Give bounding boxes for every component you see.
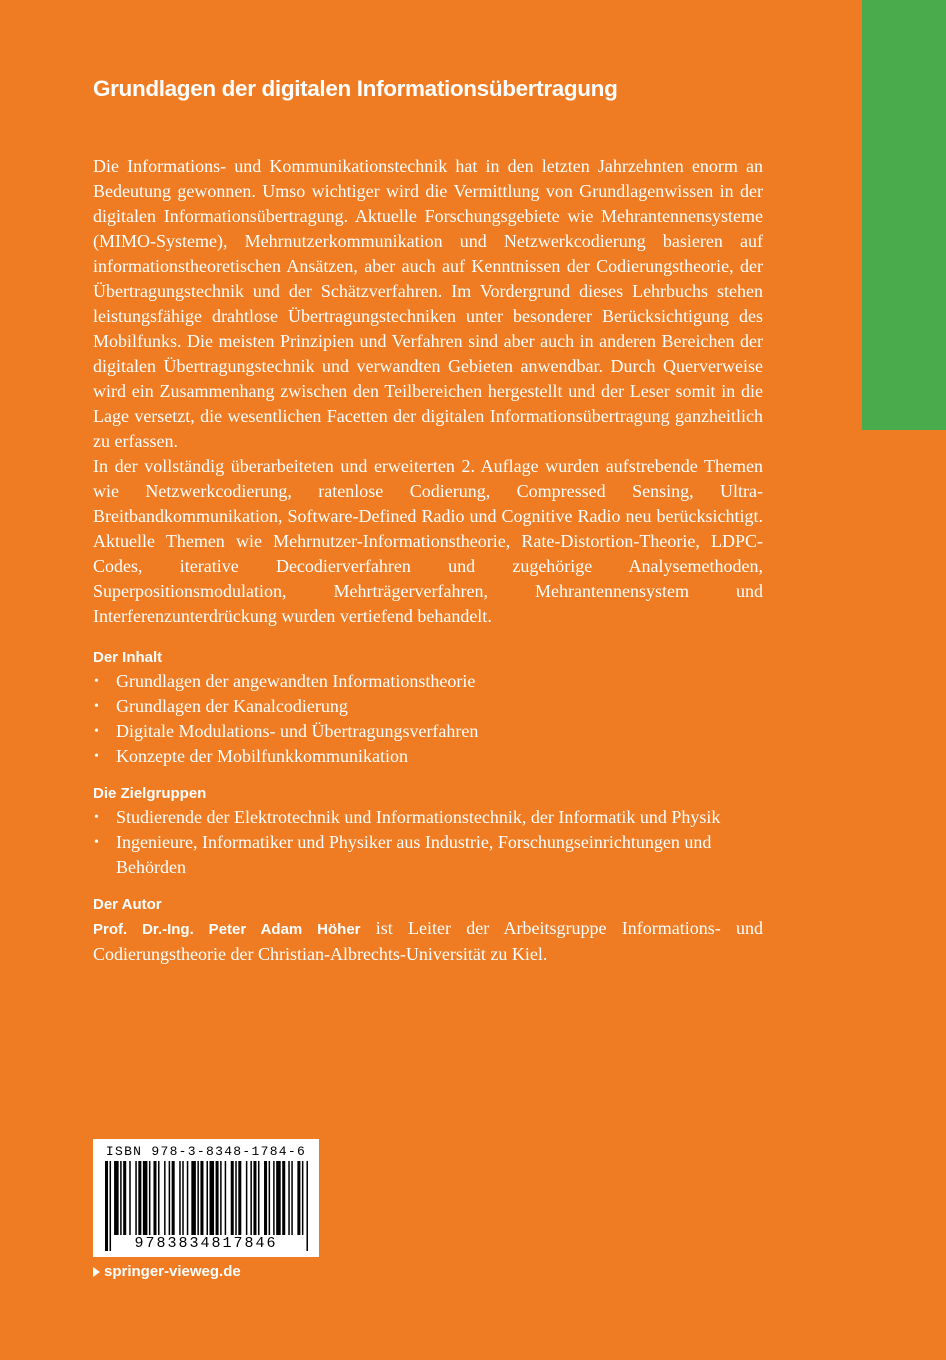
barcode-bar [135,1161,137,1235]
barcode-bar [246,1161,248,1235]
contents-section [93,647,763,769]
barcode-bar [238,1161,241,1235]
barcode-bar [197,1161,199,1235]
publisher-link[interactable] [93,1263,241,1280]
barcode-bar [200,1161,203,1235]
barcode-bar [276,1161,281,1235]
arrow-right-icon [93,1267,100,1277]
barcode-bar [164,1161,166,1235]
barcode-bar [187,1161,189,1235]
barcode-digits [93,1235,319,1252]
barcode-bar [169,1161,171,1235]
author-bio-text: ist Leiter der Arbeitsgruppe Informations- und Codierungstheorie der Christian-Albrechts-Universität zu Kiel. [93,918,764,964]
barcode-bar [253,1161,256,1235]
barcode-bar [302,1161,304,1235]
barcode-bar [297,1161,300,1235]
barcode-bar [291,1161,293,1235]
barcode-bar [149,1161,151,1235]
list-item: • Studierende der Elektrotechnik und Informationstechnik, der Informatik und Physik [93,805,763,830]
contents-heading: Der Inhalt [93,649,163,666]
barcode-bar [123,1161,126,1235]
barcode-bar [172,1161,175,1235]
barcode-bar [235,1161,237,1235]
barcode-bar [264,1161,267,1235]
barcode-bar [216,1161,219,1235]
green-color-tab [862,0,946,430]
back-cover-content [93,74,763,967]
barcode-bar [158,1161,160,1235]
barcode-bar [153,1161,156,1235]
barcode-bar [114,1161,119,1235]
isbn-barcode [93,1139,319,1257]
author-heading: Der Autor [93,896,162,913]
author-section [93,894,763,967]
barcode-bar [269,1161,271,1235]
target-groups-list [93,805,763,880]
list-item: • Konzepte der Mobilfunkkommunikation [93,744,763,769]
isbn-label: ISBN 978-3-8348-1784-6 [105,1144,307,1159]
barcode-bar [179,1161,181,1235]
author-bio [93,916,763,967]
barcode-bar [129,1161,131,1235]
description-paragraph-1: Die Informations- und Kommunikationstechnik hat in den letzten Jahrzehnten enorm an Bedeutung gewonnen. Umso wichtiger wird die Vermittlung von Grundlagenwissen in der digitalen Informationsübertragung. Aktuelle Forschungsgebiete wie Mehrantennensysteme (MIMO-Systeme), Mehrnutzerkommunikation und Netzwerkcodierung basieren auf informationstheoretischen Ansätzen, aber auch auf Kenntnissen der Codierungstheorie, der Übertragungstechnik und der Schätzverfahren. Im Vordergrund dieses Lehrbuchs stehen leistungsfähige drahtlose Übertragungstechniken unter besonderer Berücksichtigung des Mobilfunks. Die meisten Prinzipien und Verfahren sind aber auch in anderen Bereichen der digitalen Übertragungstechnik und verwandten Gebieten anwendbar. Durch Querverweise wird ein Zusammenhang zwischen den Teilbereichen hergestellt und der Leser somit in die Lage versetzt, die wesentlichen Facetten der digitalen Informationsübertragung ganzheitlich zu erfassen. [93,156,763,451]
barcode-bar [288,1161,290,1235]
barcode-bar [191,1161,196,1235]
publisher-url: springer-vieweg.de [104,1263,241,1280]
barcode-bar [220,1161,222,1235]
description-paragraph-2: In der vollständig überarbeiteten und erweiterten 2. Auflage wurden aufstrebende Themen wie Netzwerkcodierung, ratenlose Codierung, Compressed Sensing, Ultra-Breitbandkommunikation, Software-Defined Radio und Cognitive Radio neu berücksichtigt. Aktuelle Themen wie Mehrnutzer-Informationstheorie, Rate-Distortion-Theorie, LDPC-Codes, iterative Decodierverfahren und zugehörige Analysemethoden, Superpositionsmodulation, Mehrträgerverfahren, Mehrantennensystem und Interferenzunterdrückung wurden vertiefend behandelt. [93,456,763,626]
list-item: • Grundlagen der angewandten Informationstheorie [93,669,763,694]
book-title: Grundlagen der digitalen Informationsübertragung [93,76,618,101]
barcode-bar [231,1161,234,1235]
target-groups-heading: Die Zielgruppen [93,785,207,802]
barcode-bar [225,1161,227,1235]
barcode-digits-text: 9783834817846 [134,1235,278,1252]
list-item: • Digitale Modulations- und Übertragungsverfahren [93,719,763,744]
list-item: • Grundlagen der Kanalcodierung [93,694,763,719]
barcode-bar [282,1161,285,1235]
contents-list [93,669,763,769]
barcode-bar [273,1161,275,1235]
barcode-bar [258,1161,260,1235]
barcode-bar [120,1161,122,1235]
barcode-bar [143,1161,148,1235]
barcode-bar [138,1161,141,1235]
barcode-bar [182,1161,184,1235]
barcode-bar [250,1161,252,1235]
author-name: Prof. Dr.-Ing. Peter Adam Höher [93,921,361,938]
list-item: • Ingenieure, Informatiker und Physiker aus Industrie, Forschungseinrichtungen und Behörden [93,830,763,880]
target-groups-section [93,783,763,880]
